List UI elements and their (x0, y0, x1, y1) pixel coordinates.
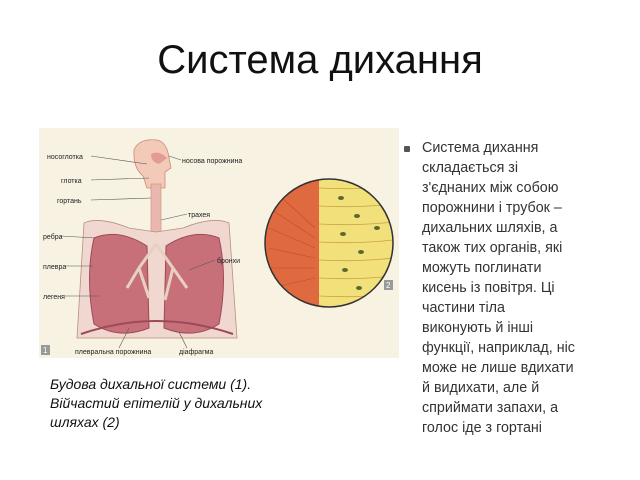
right-lung (164, 234, 224, 333)
body-line: виконують й інші (422, 320, 534, 336)
caption-line: Будова дихальної системи (1). (50, 376, 252, 392)
body-line: складається зі (422, 160, 519, 176)
body-line: частини тіла (422, 300, 505, 316)
label-larynx: гортань (57, 198, 82, 205)
body-line: кисень із повітря. Ці (422, 280, 555, 296)
caption-line: Війчастий епітелій у дихальних (50, 395, 263, 411)
body-line: може не лише вдихати (422, 360, 574, 376)
body-line: голос іде з гортані (422, 420, 542, 436)
label-bronchi: бронхи (217, 258, 241, 265)
figure-caption (50, 375, 350, 432)
body-line: функції, наприклад, ніс (422, 340, 575, 356)
caption-line: шляхах (2) (50, 414, 120, 430)
panel-number-1: 1 (43, 346, 48, 355)
left-lung (90, 234, 150, 333)
slide-title: Система дихання (157, 38, 483, 82)
label-ribs: ребра (43, 234, 63, 241)
body-line: сприймати запахи, а (422, 400, 559, 416)
label-lungs: легеня (43, 294, 65, 301)
body-line: також тих органів, які (422, 240, 563, 256)
respiratory-figure (39, 128, 399, 358)
head-shape (134, 140, 171, 188)
label-nasopharynx: носоглотка (47, 154, 83, 161)
panel-number-2: 2 (386, 281, 391, 290)
label-pleura: плевра (43, 264, 67, 271)
label-diaphragm: діафрагма (179, 349, 214, 356)
body-line: можуть поглинати (422, 260, 542, 276)
label-nasal-cavity: носова порожнина (182, 158, 243, 165)
bullet-marker (404, 146, 410, 152)
body-line: й видихати, але й (422, 380, 540, 396)
label-trachea: трахея (188, 212, 211, 219)
body-line: Система дихання (422, 140, 539, 156)
body-line: дихальних шляхів, а (422, 220, 558, 236)
label-pharynx: глотка (61, 178, 82, 185)
respiratory-diagram (39, 128, 399, 358)
body-line: з'єднаних між собою (422, 180, 559, 196)
bullet-text (422, 138, 636, 438)
body-line: порожнини і трубок – (422, 200, 562, 216)
label-pleural-cavity: плевральна порожнина (75, 349, 152, 356)
